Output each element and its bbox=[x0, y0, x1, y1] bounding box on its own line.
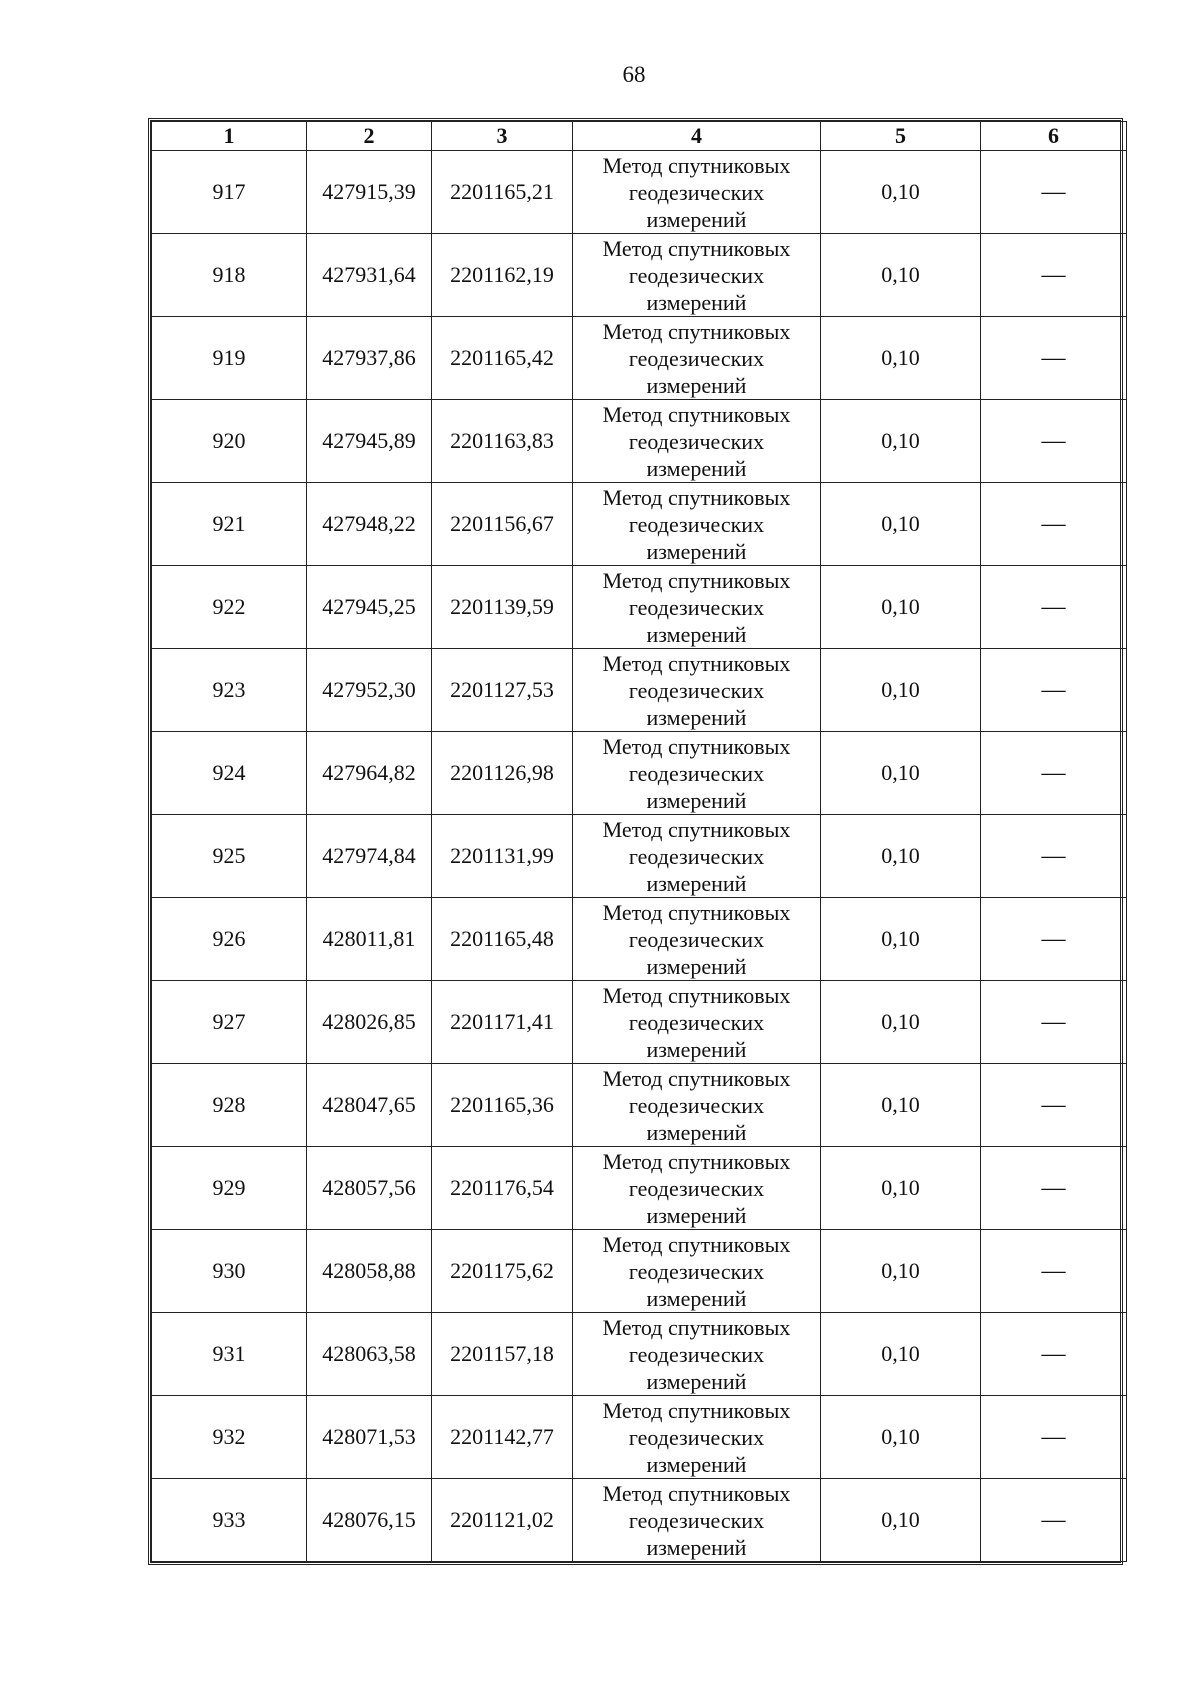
y-coordinate-cell: 2201121,02 bbox=[432, 1479, 573, 1562]
y-coordinate-cell: 2201165,42 bbox=[432, 317, 573, 400]
method-line: геодезических bbox=[628, 926, 765, 952]
note-cell: — bbox=[981, 483, 1127, 566]
method-line: Метод спутниковых bbox=[602, 567, 791, 593]
method-cell bbox=[573, 649, 821, 732]
method-line: измерений bbox=[646, 1202, 747, 1228]
method-line: геодезических bbox=[628, 677, 765, 703]
method-cell bbox=[573, 1064, 821, 1147]
note-cell: — bbox=[981, 1313, 1127, 1396]
table-row bbox=[152, 815, 1127, 898]
y-coordinate-cell: 2201139,59 bbox=[432, 566, 573, 649]
method-line: измерений bbox=[646, 372, 747, 398]
point-number-cell: 925 bbox=[152, 815, 307, 898]
method-line: измерений bbox=[646, 1534, 747, 1560]
method-cell bbox=[573, 1147, 821, 1230]
table-row bbox=[152, 317, 1127, 400]
note-cell: — bbox=[981, 981, 1127, 1064]
y-coordinate-cell: 2201126,98 bbox=[432, 732, 573, 815]
method-line: Метод спутниковых bbox=[602, 1065, 791, 1091]
method-line: измерений bbox=[646, 1119, 747, 1145]
method-line: Метод спутниковых bbox=[602, 401, 791, 427]
method-line: геодезических bbox=[628, 511, 765, 537]
column-header: 5 bbox=[821, 122, 981, 151]
x-coordinate-cell: 428047,65 bbox=[307, 1064, 432, 1147]
method-line: геодезических bbox=[628, 760, 765, 786]
point-number-cell: 931 bbox=[152, 1313, 307, 1396]
table-row bbox=[152, 1064, 1127, 1147]
method-cell bbox=[573, 151, 821, 234]
table-row bbox=[152, 898, 1127, 981]
accuracy-cell: 0,10 bbox=[821, 1313, 981, 1396]
y-coordinate-cell: 2201165,36 bbox=[432, 1064, 573, 1147]
x-coordinate-cell: 428076,15 bbox=[307, 1479, 432, 1562]
x-coordinate-cell: 428071,53 bbox=[307, 1396, 432, 1479]
x-coordinate-cell: 427964,82 bbox=[307, 732, 432, 815]
method-cell bbox=[573, 566, 821, 649]
accuracy-cell: 0,10 bbox=[821, 1230, 981, 1313]
y-coordinate-cell: 2201176,54 bbox=[432, 1147, 573, 1230]
y-coordinate-cell: 2201175,62 bbox=[432, 1230, 573, 1313]
method-line: геодезических bbox=[628, 1424, 765, 1450]
point-number-cell: 921 bbox=[152, 483, 307, 566]
note-cell: — bbox=[981, 1230, 1127, 1313]
accuracy-cell: 0,10 bbox=[821, 815, 981, 898]
method-cell bbox=[573, 815, 821, 898]
y-coordinate-cell: 2201163,83 bbox=[432, 400, 573, 483]
page-number: 68 bbox=[622, 62, 646, 87]
method-line: Метод спутниковых bbox=[602, 1397, 791, 1423]
method-line: Метод спутниковых bbox=[602, 152, 791, 178]
y-coordinate-cell: 2201171,41 bbox=[432, 981, 573, 1064]
y-coordinate-cell: 2201127,53 bbox=[432, 649, 573, 732]
note-cell: — bbox=[981, 1147, 1127, 1230]
point-number-cell: 933 bbox=[152, 1479, 307, 1562]
method-cell bbox=[573, 317, 821, 400]
x-coordinate-cell: 428026,85 bbox=[307, 981, 432, 1064]
point-number-cell: 930 bbox=[152, 1230, 307, 1313]
note-cell: — bbox=[981, 317, 1127, 400]
x-coordinate-cell: 428057,56 bbox=[307, 1147, 432, 1230]
note-cell: — bbox=[981, 400, 1127, 483]
method-line: геодезических bbox=[628, 428, 765, 454]
coordinates-table bbox=[151, 121, 1127, 1562]
table-row bbox=[152, 1479, 1127, 1562]
method-cell bbox=[573, 1230, 821, 1313]
point-number-cell: 926 bbox=[152, 898, 307, 981]
accuracy-cell: 0,10 bbox=[821, 981, 981, 1064]
method-line: Метод спутниковых bbox=[602, 982, 791, 1008]
method-cell bbox=[573, 1313, 821, 1396]
accuracy-cell: 0,10 bbox=[821, 566, 981, 649]
table-row bbox=[152, 649, 1127, 732]
note-cell: — bbox=[981, 898, 1127, 981]
y-coordinate-cell: 2201165,21 bbox=[432, 151, 573, 234]
method-line: измерений bbox=[646, 1451, 747, 1477]
table-row bbox=[152, 483, 1127, 566]
y-coordinate-cell: 2201162,19 bbox=[432, 234, 573, 317]
table-row bbox=[152, 566, 1127, 649]
column-header: 3 bbox=[432, 122, 573, 151]
method-line: Метод спутниковых bbox=[602, 235, 791, 261]
y-coordinate-cell: 2201165,48 bbox=[432, 898, 573, 981]
x-coordinate-cell: 427948,22 bbox=[307, 483, 432, 566]
table-row bbox=[152, 1396, 1127, 1479]
accuracy-cell: 0,10 bbox=[821, 1479, 981, 1562]
x-coordinate-cell: 427931,64 bbox=[307, 234, 432, 317]
method-line: измерений bbox=[646, 1368, 747, 1394]
note-cell: — bbox=[981, 151, 1127, 234]
table-row bbox=[152, 1313, 1127, 1396]
note-cell: — bbox=[981, 649, 1127, 732]
method-line: Метод спутниковых bbox=[602, 484, 791, 510]
method-line: геодезических bbox=[628, 594, 765, 620]
note-cell: — bbox=[981, 732, 1127, 815]
y-coordinate-cell: 2201156,67 bbox=[432, 483, 573, 566]
accuracy-cell: 0,10 bbox=[821, 151, 981, 234]
y-coordinate-cell: 2201131,99 bbox=[432, 815, 573, 898]
accuracy-cell: 0,10 bbox=[821, 483, 981, 566]
table-row bbox=[152, 981, 1127, 1064]
table-row bbox=[152, 151, 1127, 234]
method-line: измерений bbox=[646, 206, 747, 232]
x-coordinate-cell: 427945,25 bbox=[307, 566, 432, 649]
method-cell bbox=[573, 400, 821, 483]
note-cell: — bbox=[981, 1479, 1127, 1562]
note-cell: — bbox=[981, 566, 1127, 649]
point-number-cell: 932 bbox=[152, 1396, 307, 1479]
accuracy-cell: 0,10 bbox=[821, 1064, 981, 1147]
method-line: Метод спутниковых bbox=[602, 899, 791, 925]
method-line: Метод спутниковых bbox=[602, 1480, 791, 1506]
method-line: измерений bbox=[646, 621, 747, 647]
point-number-cell: 919 bbox=[152, 317, 307, 400]
accuracy-cell: 0,10 bbox=[821, 898, 981, 981]
method-cell bbox=[573, 234, 821, 317]
table-row bbox=[152, 732, 1127, 815]
method-line: измерений bbox=[646, 787, 747, 813]
accuracy-cell: 0,10 bbox=[821, 234, 981, 317]
method-line: измерений bbox=[646, 455, 747, 481]
method-line: Метод спутниковых bbox=[602, 816, 791, 842]
method-cell bbox=[573, 1479, 821, 1562]
table-row bbox=[152, 1147, 1127, 1230]
accuracy-cell: 0,10 bbox=[821, 649, 981, 732]
method-line: измерений bbox=[646, 704, 747, 730]
x-coordinate-cell: 427937,86 bbox=[307, 317, 432, 400]
point-number-cell: 922 bbox=[152, 566, 307, 649]
method-line: Метод спутниковых bbox=[602, 1314, 791, 1340]
x-coordinate-cell: 427952,30 bbox=[307, 649, 432, 732]
column-header: 2 bbox=[307, 122, 432, 151]
x-coordinate-cell: 427974,84 bbox=[307, 815, 432, 898]
method-line: Метод спутниковых bbox=[602, 650, 791, 676]
point-number-cell: 923 bbox=[152, 649, 307, 732]
column-header: 4 bbox=[573, 122, 821, 151]
method-line: геодезических bbox=[628, 262, 765, 288]
method-line: Метод спутниковых bbox=[602, 733, 791, 759]
method-line: Метод спутниковых bbox=[602, 1148, 791, 1174]
x-coordinate-cell: 427945,89 bbox=[307, 400, 432, 483]
method-cell bbox=[573, 483, 821, 566]
table-row bbox=[152, 234, 1127, 317]
method-line: геодезических bbox=[628, 1009, 765, 1035]
method-cell bbox=[573, 898, 821, 981]
accuracy-cell: 0,10 bbox=[821, 317, 981, 400]
column-header: 6 bbox=[981, 122, 1127, 151]
method-line: геодезических bbox=[628, 1258, 765, 1284]
accuracy-cell: 0,10 bbox=[821, 1147, 981, 1230]
point-number-cell: 924 bbox=[152, 732, 307, 815]
table-row bbox=[152, 1230, 1127, 1313]
note-cell: — bbox=[981, 234, 1127, 317]
x-coordinate-cell: 428058,88 bbox=[307, 1230, 432, 1313]
method-line: измерений bbox=[646, 953, 747, 979]
method-cell bbox=[573, 732, 821, 815]
table-header-row bbox=[152, 122, 1127, 151]
accuracy-cell: 0,10 bbox=[821, 400, 981, 483]
point-number-cell: 927 bbox=[152, 981, 307, 1064]
method-line: геодезических bbox=[628, 345, 765, 371]
method-line: геодезических bbox=[628, 1175, 765, 1201]
x-coordinate-cell: 428011,81 bbox=[307, 898, 432, 981]
method-line: измерений bbox=[646, 870, 747, 896]
method-line: геодезических bbox=[628, 1507, 765, 1533]
method-line: геодезических bbox=[628, 179, 765, 205]
note-cell: — bbox=[981, 1064, 1127, 1147]
accuracy-cell: 0,10 bbox=[821, 732, 981, 815]
point-number-cell: 917 bbox=[152, 151, 307, 234]
method-line: геодезических bbox=[628, 1092, 765, 1118]
method-line: Метод спутниковых bbox=[602, 1231, 791, 1257]
point-number-cell: 928 bbox=[152, 1064, 307, 1147]
note-cell: — bbox=[981, 815, 1127, 898]
table-row bbox=[152, 400, 1127, 483]
method-line: Метод спутниковых bbox=[602, 318, 791, 344]
coordinates-table-frame bbox=[148, 118, 1123, 1565]
column-header: 1 bbox=[152, 122, 307, 151]
method-line: измерений bbox=[646, 289, 747, 315]
method-cell bbox=[573, 1396, 821, 1479]
x-coordinate-cell: 427915,39 bbox=[307, 151, 432, 234]
point-number-cell: 929 bbox=[152, 1147, 307, 1230]
note-cell: — bbox=[981, 1396, 1127, 1479]
method-line: геодезических bbox=[628, 843, 765, 869]
method-cell bbox=[573, 981, 821, 1064]
y-coordinate-cell: 2201142,77 bbox=[432, 1396, 573, 1479]
y-coordinate-cell: 2201157,18 bbox=[432, 1313, 573, 1396]
method-line: измерений bbox=[646, 538, 747, 564]
accuracy-cell: 0,10 bbox=[821, 1396, 981, 1479]
point-number-cell: 920 bbox=[152, 400, 307, 483]
method-line: геодезических bbox=[628, 1341, 765, 1367]
point-number-cell: 918 bbox=[152, 234, 307, 317]
method-line: измерений bbox=[646, 1285, 747, 1311]
x-coordinate-cell: 428063,58 bbox=[307, 1313, 432, 1396]
method-line: измерений bbox=[646, 1036, 747, 1062]
